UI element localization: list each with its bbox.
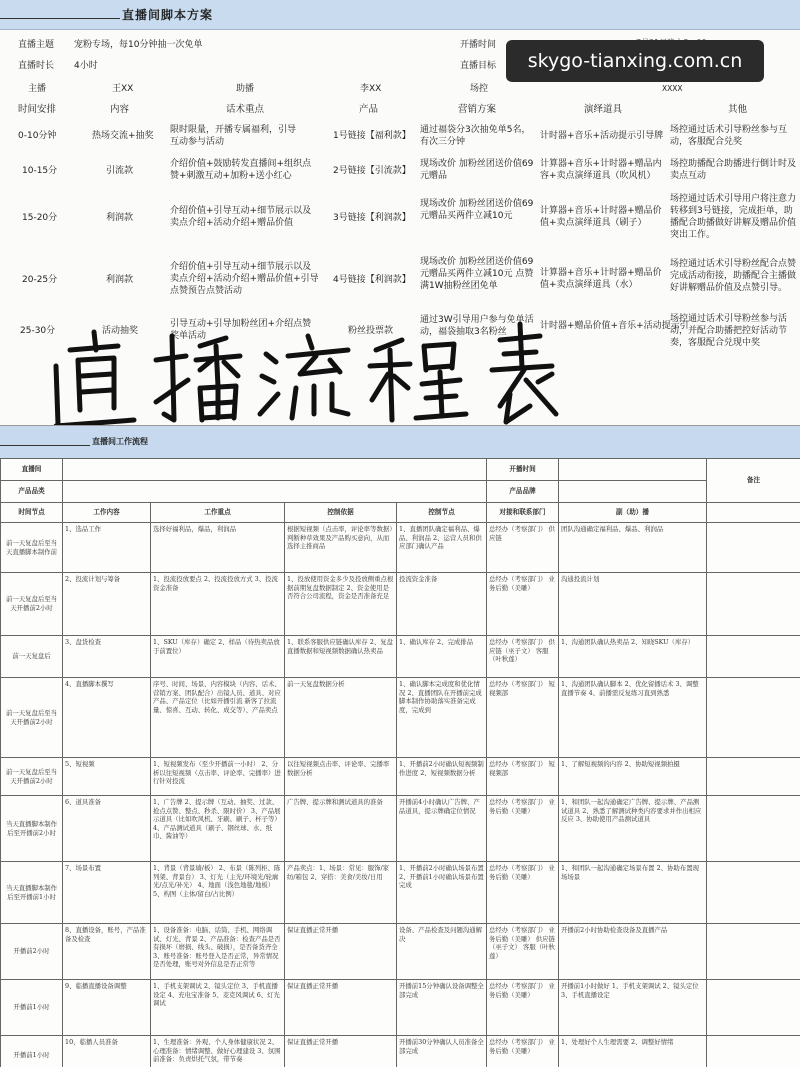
row4-product: 4号链接【利润款】 (333, 275, 411, 285)
table-row (1, 1036, 800, 1067)
cell-dept: 总经办（考察部门） 供应链（巫子文） 客服（叶秋莲） (487, 636, 559, 678)
remark-label: 备注 (707, 459, 800, 503)
cell-dept: 总经办（考察部门） 业务后勤（美雕） (487, 980, 559, 1036)
cell-control: 1、确认脚本完成度和优化情况 2、直播团队在开播前完成脚本制作协助落实准备完成度，完成到 (397, 678, 487, 758)
th-control: 控制节点 (397, 503, 487, 523)
cell-assist: 1、沟通团队确认脚本 2、优化留播话术 3、调整直播节奏 4、前播需反复练习直到熟悉 (559, 678, 707, 758)
th-assist: 副（助）播 (559, 503, 707, 523)
target-label: 直播目标 (460, 61, 497, 71)
cell-remark (707, 636, 800, 678)
category-value-cell (63, 481, 487, 503)
cell-remark (707, 678, 800, 758)
cell-node: 前一天复盘后至当天直播脚本制作前 (1, 523, 63, 573)
cell-basis: 1、联系客服供应链确认库存 2、复盘直播数据和短视频数据确认热卖品 (285, 636, 397, 678)
cell-focus: 1、投流投放要点 2、投流投放方式 3、投流资金准备 (151, 573, 285, 636)
duration-value: 4小时 (74, 61, 98, 71)
row2-product: 2号链接【引流款】 (333, 166, 411, 176)
duration-label: 直播时长 (18, 61, 55, 71)
row2-script: 介绍价值+鼓励转发直播间+组织点赞+刺激互动+加粉+送小红心 (170, 159, 312, 181)
meta-row-2 (1, 481, 800, 503)
sheet1-title-band (0, 0, 800, 30)
assistant-value: 李XX (360, 84, 382, 94)
sheet2-title: 直播间工作流程 (92, 436, 148, 446)
room-label: 直播间 (1, 459, 63, 481)
cell-basis: 根据短视频（点击率，评论率等数据）判断种草效果及产品购买意向，从而选择主推商品 (285, 523, 397, 573)
cell-basis: 广告牌、提示牌和测试道具的准备 (285, 796, 397, 862)
cell-focus: 1、广告牌 2、提示牌（互动、抽奖、过款、抢点点赞、整点、秒杀、限时价） 3、产品展示道具（比如吹风机、牙刷、刷子、杯子等） 4、产品测试道具（刷子、钢丝球、水、纸巾、酱油等） (151, 796, 285, 862)
row4-script: 介绍价值+引导互动+细节展示以及卖点介绍+活动介绍+赠品价值+引导点赞预告点赞活动 (170, 262, 319, 296)
cell-work: 3、盘货检查 (63, 636, 151, 678)
open-time-label-2: 开播时间 (487, 459, 559, 481)
cell-control: 投流资金准备 (397, 573, 487, 636)
cell-remark (707, 924, 800, 980)
sheet1-title: 直播间脚本方案 (122, 8, 214, 22)
cell-focus: 序号、时间、场景、内容模块（内容、话术、营销方案、团队配合）出镜人员、道具、对应产品、产品定位（比如开播引流 新客了拉流量、惊喜、互动、转化、成交等）、产品卖点 (151, 678, 285, 758)
table-row (1, 796, 800, 862)
row2-marketing: 现场改价 加粉丝团送价值69元赠品 (420, 159, 534, 181)
row4-props: 计算器+音乐+计时器+赠品价值+卖点演绎道具（水） (540, 268, 662, 290)
cell-control: 开播前30分钟确认人员准备全部完成 (397, 1036, 487, 1067)
cell-focus: 1、设备准备：电脑、话筒、手机、网络调试、灯光、背景 2、产品准备：检查产品是否有损坏（磨损、线头、破损），是否备货齐全 3、账号准备：账号登入是否正常，异常情况是否处理，账号对外信息是否正常等 (151, 924, 285, 980)
cell-assist: 1、了解短视频的内容 2、协助短视频拍摄 (559, 758, 707, 796)
row5-marketing: 通过3W引导用户参与免单活动，福袋抽取3名粉丝 (420, 315, 534, 337)
cell-remark (707, 796, 800, 862)
cell-focus: 1、SKU（库存）确定 2、样品（待热卖品放于前置位） (151, 636, 285, 678)
th-remark-blank (707, 503, 800, 523)
cell-focus: 1、背景（背景墙/板） 2、布景（陈列柜、陈列架、背景台） 3、灯光（主光/环境光/轮廓光/点光/补光） 4、地面（浅色地毯/地板） 5、构图（主体/留白/占比例） (151, 862, 285, 924)
row3-script: 介绍价值+引导互动+细节展示以及卖点介绍+活动介绍+赠品价值 (170, 206, 312, 228)
cell-remark (707, 980, 800, 1036)
cell-remark (707, 573, 800, 636)
cell-remark (707, 862, 800, 924)
cell-work: 1、选品工作 (63, 523, 151, 573)
row1-other: 场控通过话术引导粉丝参与互动，客服配合兑奖 (670, 125, 788, 147)
row4-time: 20-25分 (22, 275, 58, 285)
open-time-value-cell (559, 459, 707, 481)
category-label: 产品品类 (1, 481, 63, 503)
header-props: 演绎道具 (584, 104, 623, 115)
table-row (1, 758, 800, 796)
cell-dept: 总经办（考察部门） 业务后勤（美雕） (487, 1036, 559, 1067)
row1-content: 热场交流+抽奖 (92, 131, 154, 141)
cell-remark (707, 523, 800, 573)
row2-time: 10-15分 (22, 166, 58, 176)
row4-content: 利润款 (106, 275, 134, 285)
sheet2-title-band (0, 426, 800, 458)
header-product: 产品 (359, 104, 379, 115)
room-value-cell (63, 459, 487, 481)
handwritten-title-drawing (30, 310, 650, 430)
cell-node: 当天直播脚本制作后至开播前1小时 (1, 862, 63, 924)
th-work: 工作内容 (63, 503, 151, 523)
theme-label: 直播主题 (18, 40, 55, 50)
cell-assist: 1、处理好个人生理需要 2、调整好情绪 (559, 1036, 707, 1067)
cell-control: 开播前4小时确认广告牌、产品道具，提示牌确定位情况 (397, 796, 487, 862)
row1-product: 1号链接【福利款】 (333, 131, 411, 141)
open-time-label: 开播时间 (460, 40, 497, 50)
cell-focus: 1、手机支架调试 2、镜头定位 3、手机直播设定 4、充电宝准备 5、麦克风调试 6、灯光调试 (151, 980, 285, 1036)
row3-props: 计算器+音乐+计时器+赠品价值+卖点演绎道具（刷子） (540, 206, 662, 228)
table-row (1, 523, 800, 573)
table-row (1, 636, 800, 678)
cell-node: 前一天复盘后 (1, 636, 63, 678)
table-header-row (1, 503, 800, 523)
cell-dept: 总经办（考察部门） 短视频部 (487, 758, 559, 796)
table-row (1, 980, 800, 1036)
meta-row-1 (1, 459, 800, 481)
row3-product: 3号链接【利润款】 (333, 213, 411, 223)
cell-basis: 保证直播正常开播 (285, 1036, 397, 1067)
row5-other: 场控通过话术引导粉丝参与活动，并配合助播把控好活动节奏，客服配合兑现中奖 (670, 314, 788, 348)
header-time: 时间安排 (18, 104, 57, 115)
row2-content: 引流款 (106, 166, 134, 176)
cell-remark (707, 1036, 800, 1067)
th-dept: 对接和联系部门 (487, 503, 559, 523)
cell-dept: 总经办（考察部门） 短视频部 (487, 678, 559, 758)
assistant-label: 助播 (236, 84, 255, 94)
cell-work: 2、投流计划与筹备 (63, 573, 151, 636)
row2-other: 场控助播配合助播进行倒计时及卖点互动 (670, 159, 797, 181)
th-node: 时间节点 (1, 503, 63, 523)
cell-assist: 1、和团队一起沟通确定广告牌、提示牌、产品测试道具 2、熟悉了解测试种类内容要求并作出相应反应 3、协助使用产品测试道具 (559, 796, 707, 862)
cell-basis: 保证直播正常开播 (285, 980, 397, 1036)
cell-control: 设备、产品检查及问题沟通解决 (397, 924, 487, 980)
watermark-badge: skygo-tianxing.com.cn (506, 40, 764, 82)
cell-dept: 总经办（考察部门） 业务后勤（美雕） (487, 573, 559, 636)
cell-dept: 总经办（考察部门） 业务后勤（美雕） (487, 796, 559, 862)
row5-time: 25-30分 (20, 326, 56, 336)
cell-focus: 1、短视频发布（至少开播前一小时） 2、分析以往短视频（点击率、评论率、完播率）进行针对投流 (151, 758, 285, 796)
cell-work: 7、场景布置 (63, 862, 151, 924)
cell-remark (707, 758, 800, 796)
cell-control: 开播前15分钟确认设备调整全部完成 (397, 980, 487, 1036)
cell-dept: 总经办（考察部门） 业务后勤（美雕） (487, 862, 559, 924)
row2-props: 计算器+音乐+计时器+赠品内容+卖点演绎道具（吹风机） (540, 159, 662, 181)
cell-dept: 总经办（考察部门） 业务后勤（美雕） 供应链（巫子文） 客服（叶秋莲） (487, 924, 559, 980)
cell-node: 前一天复盘后至当天开播前2小时 (1, 573, 63, 636)
cell-work: 10、临播人员准备 (63, 1036, 151, 1067)
cell-assist: 团队沟通确定福利品、爆品、利润品 (559, 523, 707, 573)
cell-work: 8、直播设备，账号，产品准备及检查 (63, 924, 151, 980)
table-row (1, 862, 800, 924)
row3-marketing: 现场改价 加粉丝团送价值69元赠品买两件立减10元 (420, 199, 534, 221)
brand-label: 产品品牌 (487, 481, 559, 503)
th-focus: 工作重点 (151, 503, 285, 523)
cell-control: 1、确认库存 2、完成排品 (397, 636, 487, 678)
row5-props: 计时器+赠品价值+音乐+活动提示引 (540, 321, 689, 331)
cell-node: 前一天复盘后至当天开播前2小时 (1, 678, 63, 758)
cell-control: 1、开播前2小时确认短视频制作进度 2、短视频数据分析 (397, 758, 487, 796)
table-row (1, 678, 800, 758)
cell-assist: 1、和团队一起沟通确定场景布置 2、协助布置现场场景 (559, 862, 707, 924)
theme-value: 宠粉专场，每10分钟抽一次免单 (74, 40, 203, 50)
row3-other: 场控通过话术引导用户将注意力转移到3号链接，完成拒单，助播配合助播做好讲解及赠品价值突出工作。 (670, 194, 797, 240)
row1-marketing: 通过福袋分3次抽免单5名，有次三分钟 (420, 125, 531, 147)
row5-content: 活动抽奖 (102, 326, 139, 336)
cell-basis: 产品卖点：1、场景：常见：服饰/家纺/箱包 2、穿搭：美食/美妆/日用 (285, 862, 397, 924)
brand-value-cell (559, 481, 707, 503)
cell-node: 开播前2小时 (1, 924, 63, 980)
cell-node: 当天直播脚本制作后至开播前2小时 (1, 796, 63, 862)
cell-dept: 总经办（考察部门） 供应链 (487, 523, 559, 573)
cell-assist: 开播前1小时做好 1、手机支架调试 2、镜头定位 3、手机直播设定 (559, 980, 707, 1036)
row1-script: 限时限量，开播专属福利，引导互动参与活动 (170, 125, 297, 147)
host-label: 主播 (28, 84, 47, 94)
cell-control: 1、直播团队确定福利品、爆品、利润品 2、运营人员和供应部门确认产品 (397, 523, 487, 573)
cell-basis: 以往短视频点击率、评论率、完播率数据分析 (285, 758, 397, 796)
cell-basis: 1、投放使用资金多少及投放侧重点根据前期复盘数据制定 2、资金使用是否符合公司流程，资金是否准备充足 (285, 573, 397, 636)
cell-assist: 开播前2小时协助检查设备及直播产品 (559, 924, 707, 980)
control-label: 场控 (470, 84, 489, 94)
row4-marketing: 现场改价 加粉丝团送价值69元赠品买两件立减10元 点赞满1W抽粉丝团免单 (420, 257, 534, 291)
row3-content: 利润款 (106, 213, 134, 223)
header-script: 话术重点 (226, 104, 265, 115)
title-rule (0, 18, 120, 19)
workflow-table (0, 458, 800, 1067)
cell-work: 4、直播脚本撰写 (63, 678, 151, 758)
cell-assist: 1、沟通团队确认热卖品 2、知晓SKU（库存） (559, 636, 707, 678)
row3-time: 15-20分 (22, 213, 58, 223)
row5-script: 引导互动+引导加粉丝团+介绍点赞奖单活动 (170, 319, 312, 341)
cell-node: 开播前1小时 (1, 1036, 63, 1067)
row5-product: 粉丝投票款 (348, 326, 394, 336)
cell-work: 9、临播直播设备调整 (63, 980, 151, 1036)
header-content: 内容 (110, 104, 130, 115)
cell-basis: 保证直播正常开播 (285, 924, 397, 980)
cell-assist: 沟通投流计划 (559, 573, 707, 636)
host-value: 王XX (112, 84, 134, 94)
row1-props: 计时器+音乐+活动提示引导牌 (540, 131, 664, 141)
cell-focus: 1、生理准备：外观、个人身体健康状况 2、心理准备：情绪调整、做好心理建设 3、氛围前准备：负责烘托气氛，带节奏 (151, 1036, 285, 1067)
table-row (1, 573, 800, 636)
script-plan-sheet (0, 0, 800, 430)
cell-focus: 选择好福利品，爆品，利润品 (151, 523, 285, 573)
cell-node: 前一天复盘后至当天开播前2小时 (1, 758, 63, 796)
row1-time: 0-10分钟 (18, 131, 57, 141)
workflow-sheet (0, 425, 800, 1067)
cell-control: 1、开播前2小时确认场景布置 2、开播前1小时确认场景布置完成 (397, 862, 487, 924)
cell-work: 5、短视频 (63, 758, 151, 796)
row4-other: 场控通过话术引导粉丝配合点赞完成活动衔接，助播配合主播做好讲解赠品价值及点赞引导。 (670, 259, 797, 293)
header-marketing: 营销方案 (458, 104, 497, 115)
th-basis: 控制依据 (285, 503, 397, 523)
header-other: 其他 (728, 104, 748, 115)
table-row (1, 924, 800, 980)
cell-work: 6、道具准备 (63, 796, 151, 862)
sheet2-title-rule (0, 445, 90, 446)
cell-basis: 前一天复盘数据分析 (285, 678, 397, 758)
cell-node: 开播前1小时 (1, 980, 63, 1036)
control-value: XXXX (662, 84, 683, 93)
